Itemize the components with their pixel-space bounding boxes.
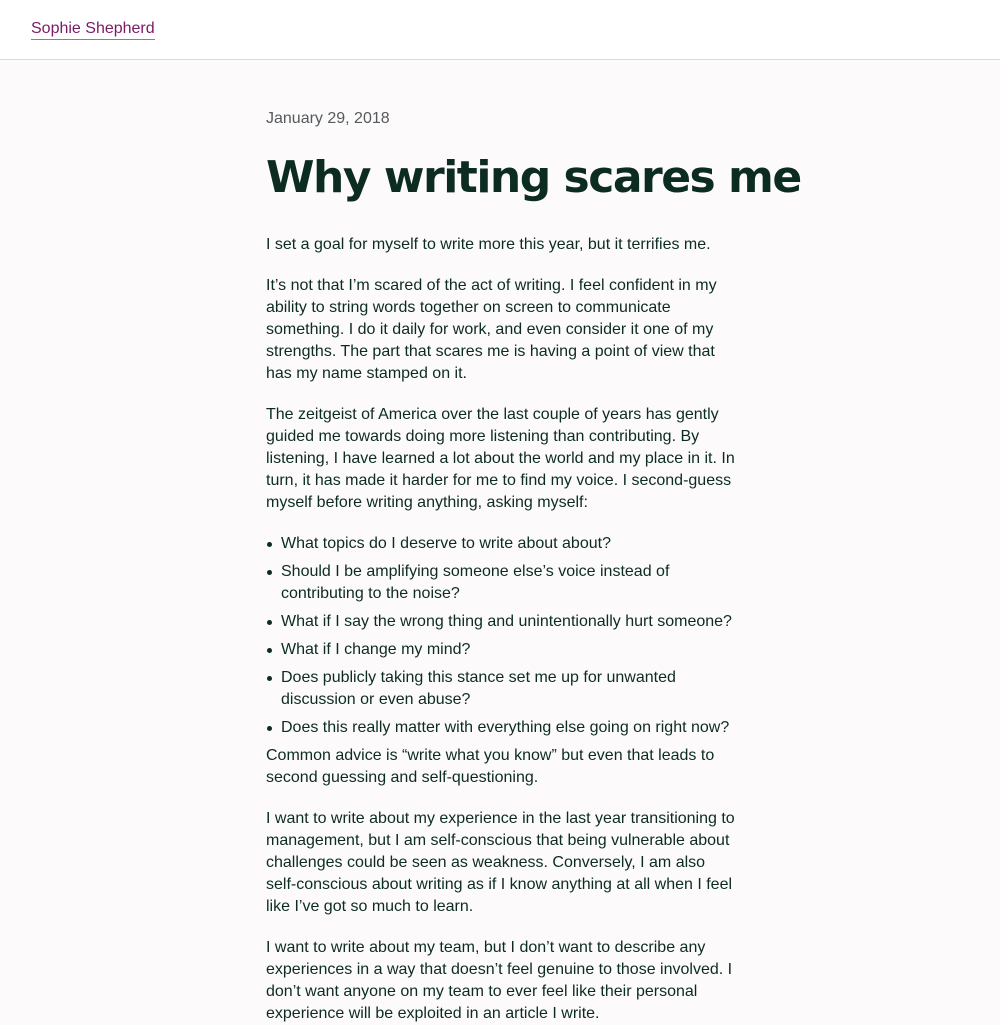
list-item: Does publicly taking this stance set me up for unwanted discussion or even abuse?: [281, 667, 736, 711]
list-item: Should I be amplifying someone else’s voice instead of contributing to the noise?: [281, 561, 736, 605]
post-title: Why writing scares me: [266, 152, 801, 203]
article: [266, 108, 801, 1025]
site-name-link[interactable]: Sophie Shepherd: [31, 19, 155, 40]
paragraph: The zeitgeist of America over the last couple of years has gently guided me towards doing more listening than contributing. By listening, I have learned a lot about the world and my place in it. In turn, it has made it harder for me to find my voice. I second-guess myself before writing anything, asking myself:: [266, 406, 735, 511]
list-item: What topics do I deserve to write about about?: [281, 533, 736, 555]
paragraph: I want to write about my team, but I don’t want to describe any experiences in a way that doesn’t feel genuine to those involved. I don’t want anyone on my team to ever feel like their personal experience will be exploited in an article I write.: [266, 939, 733, 1022]
post-date: January 29, 2018: [266, 110, 390, 127]
question-list: [266, 533, 736, 739]
paragraph: I want to write about my experience in the last year transitioning to management, but I am self-conscious that being vulnerable about challenges could be seen as weakness. Conversely, I am also self-conscious about writing as if I know anything at all when I feel like I’ve got so much to learn.: [266, 810, 735, 915]
paragraph: Common advice is “write what you know” but even that leads to second guessing and self-questioning.: [266, 747, 715, 786]
list-item: Does this really matter with everything else going on right now?: [281, 717, 736, 739]
list-item: What if I change my mind?: [281, 639, 736, 661]
list-item: What if I say the wrong thing and unintentionally hurt someone?: [281, 611, 736, 633]
paragraph: It’s not that I’m scared of the act of writing. I feel confident in my ability to string words together on screen to communicate something. I do it daily for work, and even consider it one of my strengths. The part that scares me is having a point of view that has my name stamped on it.: [266, 277, 717, 382]
site-header: [0, 0, 1000, 60]
paragraph: I set a goal for myself to write more this year, but it terrifies me.: [266, 236, 711, 253]
